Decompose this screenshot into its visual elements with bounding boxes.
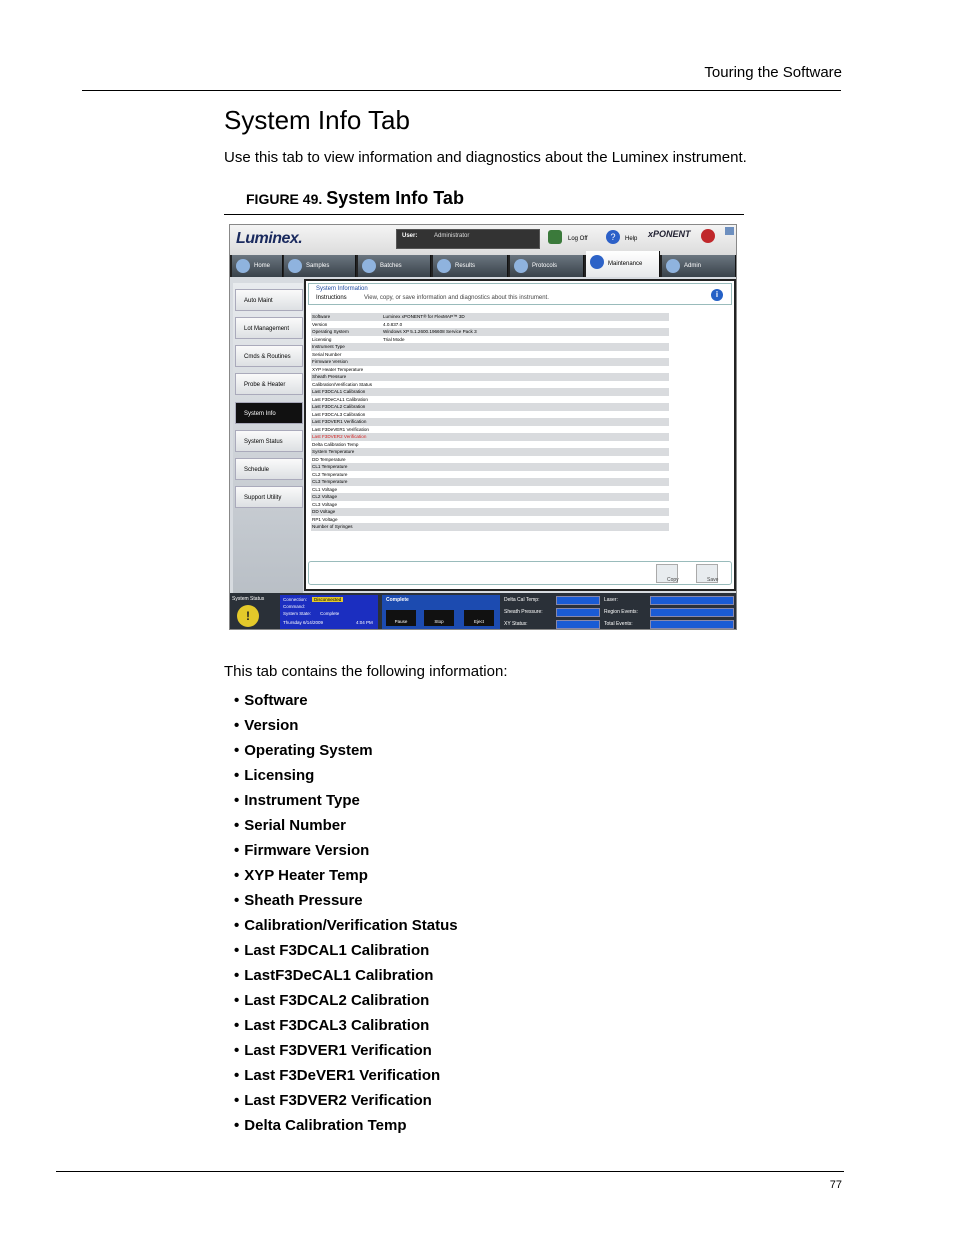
table-row [311, 493, 669, 501]
bullet-icon: • [234, 992, 240, 1009]
tab-home[interactable] [232, 255, 283, 277]
tab-admin-label: Admin [684, 263, 702, 269]
page-number: 77 [829, 1179, 842, 1191]
table-row [311, 388, 669, 396]
admin-icon [666, 259, 680, 273]
instructions-box [308, 283, 732, 305]
list-item-text: Software [244, 692, 308, 709]
bullet-icon: • [234, 842, 240, 859]
panel-title: System Information [316, 286, 368, 292]
system-state-value: Complete [320, 611, 340, 616]
list-item-text: Version [244, 717, 299, 734]
list-item [234, 989, 458, 1014]
table-row [311, 523, 669, 531]
region-events-label: Region Events: [604, 609, 638, 615]
run-status-text: Complete [386, 597, 409, 603]
list-item-text: XYP Heater Temp [244, 867, 368, 884]
instructions-text: View, copy, or save information and diagnostics about this instrument. [364, 295, 549, 301]
command-label: Command: [283, 604, 306, 609]
row-key: CL1 Voltage [312, 486, 338, 492]
laser-label: Laser: [604, 597, 618, 603]
list-item-text: Instrument Type [244, 792, 360, 809]
tab-home-label: Home [254, 263, 271, 269]
luminex-logo: Luminex. [236, 230, 303, 247]
bullet-icon: • [234, 892, 240, 909]
window-control-icon[interactable] [725, 227, 734, 235]
list-item [234, 964, 458, 989]
tab-samples-label: Samples [306, 263, 330, 269]
delta-cal-temp-label: Delta Cal Temp: [504, 597, 540, 603]
table-row [311, 411, 669, 419]
row-key: Licensing [312, 336, 332, 342]
sidebar-item-schedule[interactable]: Schedule [235, 458, 303, 480]
sidebar-item-support-utility[interactable]: Support Utility [235, 486, 303, 508]
list-item [234, 1064, 458, 1089]
table-row [311, 366, 669, 374]
list-item-text: Last F3DCAL3 Calibration [244, 1017, 430, 1034]
software-screenshot [229, 224, 737, 630]
bullet-icon: • [234, 1042, 240, 1059]
table-row [311, 501, 669, 509]
user-box [396, 229, 540, 249]
warning-icon: ! [237, 605, 259, 627]
row-value: 4.0.837.0 [383, 321, 403, 327]
list-item [234, 1114, 458, 1139]
bullet-icon: • [234, 967, 240, 984]
table-row [311, 351, 669, 359]
info-bullet-list [234, 689, 458, 1139]
list-item [234, 689, 458, 714]
sheath-pressure-meter [556, 608, 600, 617]
home-icon [236, 259, 250, 273]
row-value: Luminex xPONENT® for FlexMAP™ 3D [383, 314, 465, 319]
save-label: Save [707, 577, 719, 583]
pause-button[interactable]: Pause [386, 610, 416, 626]
list-item-text: LastF3DeCAL1 Calibration [244, 967, 434, 984]
table-row [311, 508, 669, 516]
row-key: XYP Heater Temperature [312, 366, 364, 372]
bullet-icon: • [234, 867, 240, 884]
sidebar-item-probe-heater[interactable]: Probe & Heater [235, 373, 303, 395]
row-key: Version [312, 321, 328, 327]
figure-caption [246, 188, 464, 209]
list-item-text: Last F3DeVER1 Verification [244, 1067, 441, 1084]
log-off-button[interactable]: Log Off [568, 236, 588, 242]
sheath-pressure-label: Sheath Pressure: [504, 609, 543, 615]
sidebar-item-cmds-routines[interactable]: Cmds & Routines [235, 345, 303, 367]
list-item-text: Delta Calibration Temp [244, 1117, 407, 1134]
log-off-icon[interactable] [548, 230, 562, 244]
list-item [234, 1089, 458, 1114]
row-key: CL3 Temperature [312, 479, 348, 484]
row-key: Software [312, 314, 331, 319]
tab-results[interactable] [433, 255, 508, 277]
user-label: User: [402, 233, 418, 239]
status-date: Thursday 6/14/2009 [283, 620, 324, 625]
list-item [234, 864, 458, 889]
list-item [234, 889, 458, 914]
system-info-table [311, 313, 669, 531]
list-item [234, 714, 458, 739]
table-row [311, 396, 669, 404]
row-key: System Temperature [312, 449, 355, 454]
table-row [311, 343, 669, 351]
bullet-icon: • [234, 942, 240, 959]
maintenance-icon [590, 255, 604, 269]
copy-label: Copy [667, 577, 679, 583]
row-key: Last F3DeVER1 Verification [312, 426, 369, 432]
table-row [311, 463, 669, 471]
tab-samples[interactable] [284, 255, 356, 277]
table-row [311, 336, 669, 344]
sidebar-item-auto-maint[interactable]: Auto Maint [235, 289, 303, 311]
list-item [234, 814, 458, 839]
list-item-text: Last F3DVER1 Verification [244, 1042, 432, 1059]
table-row [311, 373, 669, 381]
user-value: Administrator [434, 233, 470, 239]
row-key: Number of Syringes [312, 524, 353, 529]
row-key: DD Voltage [312, 509, 336, 514]
list-item-text: Sheath Pressure [244, 892, 363, 909]
protocols-icon [514, 259, 528, 273]
row-key: CL2 Temperature [312, 471, 348, 477]
bullet-icon: • [234, 1017, 240, 1034]
bullet-icon: • [234, 817, 240, 834]
info-icon[interactable]: i [711, 289, 723, 301]
tab-protocols[interactable] [510, 255, 584, 277]
running-header: Touring the Software [704, 64, 842, 81]
row-key: Last F3DCAL2 Calibration [312, 404, 366, 409]
tab-protocols-label: Protocols [532, 263, 558, 269]
status-time: 4:04 PM [356, 620, 373, 625]
list-item [234, 839, 458, 864]
row-key: Calibration/Verification Status [312, 381, 373, 387]
row-key: Last F3DVER2 Verification [312, 434, 367, 439]
xy-status-meter [556, 620, 600, 629]
list-item [234, 739, 458, 764]
row-key: Last F3DCAL1 Calibration [312, 389, 366, 394]
row-key: Delta Calibration Temp [312, 441, 359, 447]
status-light-icon [701, 229, 715, 243]
bullet-icon: • [234, 692, 240, 709]
bullet-icon: • [234, 1067, 240, 1084]
list-item [234, 1014, 458, 1039]
row-key: Operating System [312, 329, 349, 334]
table-row [311, 486, 669, 494]
bullet-icon: • [234, 767, 240, 784]
footer-rule [56, 1171, 844, 1172]
list-item-text: Serial Number [244, 817, 346, 834]
row-key: Last F3DCAL3 Calibration [312, 411, 366, 417]
row-key: Firmware Version [312, 359, 348, 364]
table-row [311, 426, 669, 434]
help-icon[interactable]: ? [606, 230, 620, 244]
connection-status-badge: Disconnected [314, 597, 342, 602]
row-value: Trial Mode [383, 336, 405, 342]
row-key: CL2 Voltage [312, 494, 338, 499]
laser-meter [650, 596, 734, 605]
sidebar-item-lot-management[interactable]: Lot Management [235, 317, 303, 339]
row-key: CL1 Temperature [312, 464, 348, 469]
bullet-icon: • [234, 742, 240, 759]
system-status-label: System Status [232, 596, 265, 602]
list-item-text: Operating System [244, 742, 373, 759]
table-row [311, 516, 669, 524]
row-key: Sheath Pressure [312, 374, 347, 379]
table-row [311, 381, 669, 389]
intro-paragraph: Use this tab to view information and diagnostics about the Luminex instrument. [224, 149, 747, 166]
list-item-text: Calibration/Verification Status [244, 917, 458, 934]
table-row [311, 418, 669, 426]
list-item-text: Licensing [244, 767, 315, 784]
bullet-icon: • [234, 1117, 240, 1134]
stop-button[interactable]: Stop [424, 610, 454, 626]
results-icon [437, 259, 451, 273]
bullet-icon: • [234, 792, 240, 809]
table-row [311, 456, 669, 464]
table-row [311, 321, 669, 329]
row-key: Last F3DVER1 Verification [312, 419, 367, 424]
row-key: RP1 Voltage [312, 516, 338, 522]
system-state-label: System State: [283, 611, 312, 616]
connection-label: Connection: [283, 597, 308, 602]
figure-number: FIGURE 49. [246, 191, 323, 207]
list-intro: This tab contains the following information: [224, 663, 508, 680]
sidebar-item-system-info[interactable]: System Info [235, 402, 303, 424]
batches-icon [362, 259, 376, 273]
tab-batches[interactable] [358, 255, 431, 277]
xy-status-label: XY Status: [504, 621, 528, 627]
row-key: Serial Number [312, 351, 342, 357]
samples-icon [288, 259, 302, 273]
help-button[interactable]: Help [625, 236, 638, 242]
page-title: System Info Tab [224, 105, 410, 135]
list-item [234, 789, 458, 814]
table-row [311, 403, 669, 411]
xponent-logo: xPONENT [648, 229, 691, 239]
region-events-meter [650, 608, 734, 617]
table-row [311, 478, 669, 486]
list-item [234, 1039, 458, 1064]
sidebar-item-system-status[interactable]: System Status [235, 430, 303, 452]
row-key: Last F3DeCAL1 Calibration [312, 396, 368, 402]
list-item-text: Firmware Version [244, 842, 370, 859]
total-events-meter [650, 620, 734, 629]
tab-maintenance[interactable] [586, 251, 660, 277]
row-key: CL3 Voltage [312, 501, 338, 507]
list-item [234, 764, 458, 789]
table-row [311, 441, 669, 449]
tab-batches-label: Batches [380, 263, 402, 269]
instructions-label: Instructions [316, 295, 347, 301]
tab-admin[interactable] [662, 255, 736, 277]
figure-title: System Info Tab [326, 188, 464, 208]
table-row [311, 471, 669, 479]
table-row [311, 448, 669, 456]
figure-rule [224, 214, 744, 215]
list-item-text: Last F3DCAL2 Calibration [244, 992, 430, 1009]
table-row [311, 433, 669, 441]
tab-results-label: Results [455, 263, 476, 269]
table-row [311, 313, 669, 321]
row-key: DD Temperature [312, 456, 346, 462]
table-row [311, 328, 669, 336]
delta-cal-temp-meter [556, 596, 600, 605]
header-rule [82, 90, 841, 91]
list-item-text: Last F3DCAL1 Calibration [244, 942, 430, 959]
total-events-label: Total Events: [604, 621, 633, 627]
eject-button[interactable]: Eject [464, 610, 494, 626]
bullet-icon: • [234, 917, 240, 934]
list-item [234, 914, 458, 939]
bullet-icon: • [234, 1092, 240, 1109]
bullet-icon: • [234, 717, 240, 734]
row-value: Windows XP 5.1.2600.196608 Service Pack 3 [383, 329, 477, 334]
list-item-text: Last F3DVER2 Verification [244, 1092, 432, 1109]
tab-maintenance-label: Maintenance [608, 261, 643, 267]
list-item [234, 939, 458, 964]
row-key: Instrument Type [312, 344, 345, 349]
table-row [311, 358, 669, 366]
